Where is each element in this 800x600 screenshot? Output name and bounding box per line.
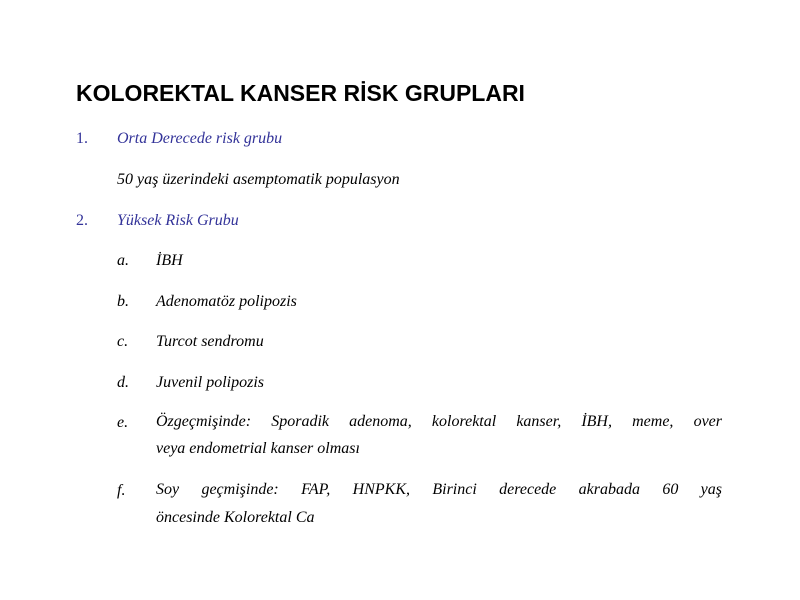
item-c-text: Turcot sendromu: [156, 333, 264, 350]
item-d-text: Juvenil polipozis: [156, 374, 264, 391]
item-e-letter: e.: [117, 414, 129, 431]
item-b-letter: b.: [117, 293, 129, 310]
item-e-line-1: Özgeçmişinde: Sporadik adenoma, kolorektal kanser, İBH, meme, over: [156, 413, 722, 430]
item-c-letter: c.: [117, 333, 129, 350]
slide-title: KOLOREKTAL KANSER RİSK GRUPLARI: [76, 80, 525, 106]
item-a-text: İBH: [156, 252, 183, 269]
group-2-number: 2.: [76, 212, 88, 229]
item-b-text: Adenomatöz polipozis: [156, 293, 297, 310]
group-1-heading: Orta Derecede risk grubu: [117, 130, 283, 147]
item-a-letter: a.: [117, 252, 129, 269]
item-f-line-1: Soy geçmişinde: FAP, HNPKK, Birinci derecede akrabada 60 yaş: [156, 481, 722, 498]
group-1-number: 1.: [76, 130, 88, 147]
item-d-letter: d.: [117, 374, 129, 391]
item-e-line-2: veya endometrial kanser olması: [156, 440, 360, 457]
item-f-line-2: öncesinde Kolorektal Ca: [156, 509, 315, 526]
item-f-letter: f.: [117, 482, 126, 499]
group-2-heading: Yüksek Risk Grubu: [117, 212, 239, 229]
group-1-detail: 50 yaş üzerindeki asemptomatik populasyon: [117, 171, 400, 188]
